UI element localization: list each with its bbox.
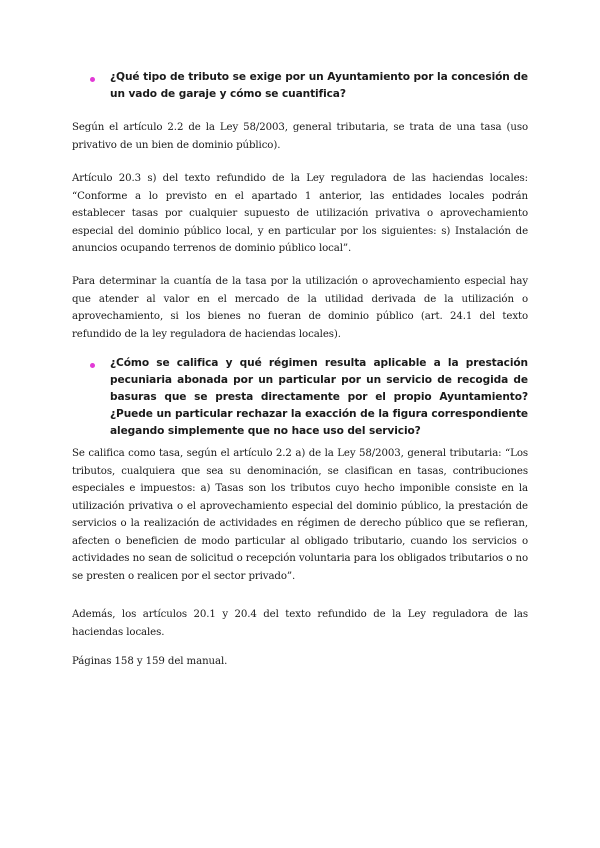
- paragraph-1: Según el artículo 2.2 de la Ley 58/2003, general tributaria, se trata de una tasa (uso privativo de un bien de dominio público).: [72, 122, 528, 151]
- paragraph-2: Artículo 20.3 s) del texto refundido de la Ley reguladora de las haciendas locales: “Conforme a lo previsto en el apartado 1 anterior, las entidades locales podrán establecer tasas por cualquier supuesto de utilización privativa o aprovechamiento especial del dominio público local, y en particular por los siguientes: s) Instalación de anuncios ocupando terrenos de dominio público local”.: [72, 173, 528, 254]
- bullet-icon: [90, 363, 95, 368]
- question-2: ¿Cómo se califica y qué régimen resulta aplicable a la prestación pecuniaria abonada por un particular por un servicio de recogida de basuras que se presta directamente por el propio Ayuntamiento? ¿Puede un particular rechazar la exacción de la figura correspondiente alegando simplemente que no hace uso del servicio?: [110, 357, 528, 437]
- paragraph-6: Páginas 158 y 159 del manual.: [72, 656, 228, 667]
- paragraph-3: Para determinar la cuantía de la tasa por la utilización o aprovechamiento especial hay que atender al valor en el mercado de la utilidad derivada de la utilización o aprovechamiento, si los bienes no fueran de dominio público (art. 24.1 del texto refundido de la ley reguladora de haciendas locales).: [72, 276, 528, 340]
- question-1: ¿Qué tipo de tributo se exige por un Ayuntamiento por la concesión de un vado de garaje y cómo se cuantifica?: [110, 71, 528, 100]
- bullet-icon: [90, 77, 95, 82]
- paragraph-5: Además, los artículos 20.1 y 20.4 del texto refundido de la Ley reguladora de las haciendas locales.: [72, 609, 528, 638]
- paragraph-4: Se califica como tasa, según el artículo 2.2 a) de la Ley 58/2003, general tributaria: “Los tributos, cualquiera que sea su denominación, se clasifican en tasas, contribuciones especiales e impuestos: a) Tasas son los tributos cuyo hecho imponible consiste en la utilización privativa o el aprovechamiento especial del dominio público, la prestación de servicios o la realización de actividades en régimen de derecho público que se refieran, afecten o beneficien de modo particular al obligado tributario, cuando los servicios o actividades no sean de solicitud o recepción voluntaria para los obligados tributarios o no se presten o realicen por el sector privado”.: [72, 448, 528, 582]
